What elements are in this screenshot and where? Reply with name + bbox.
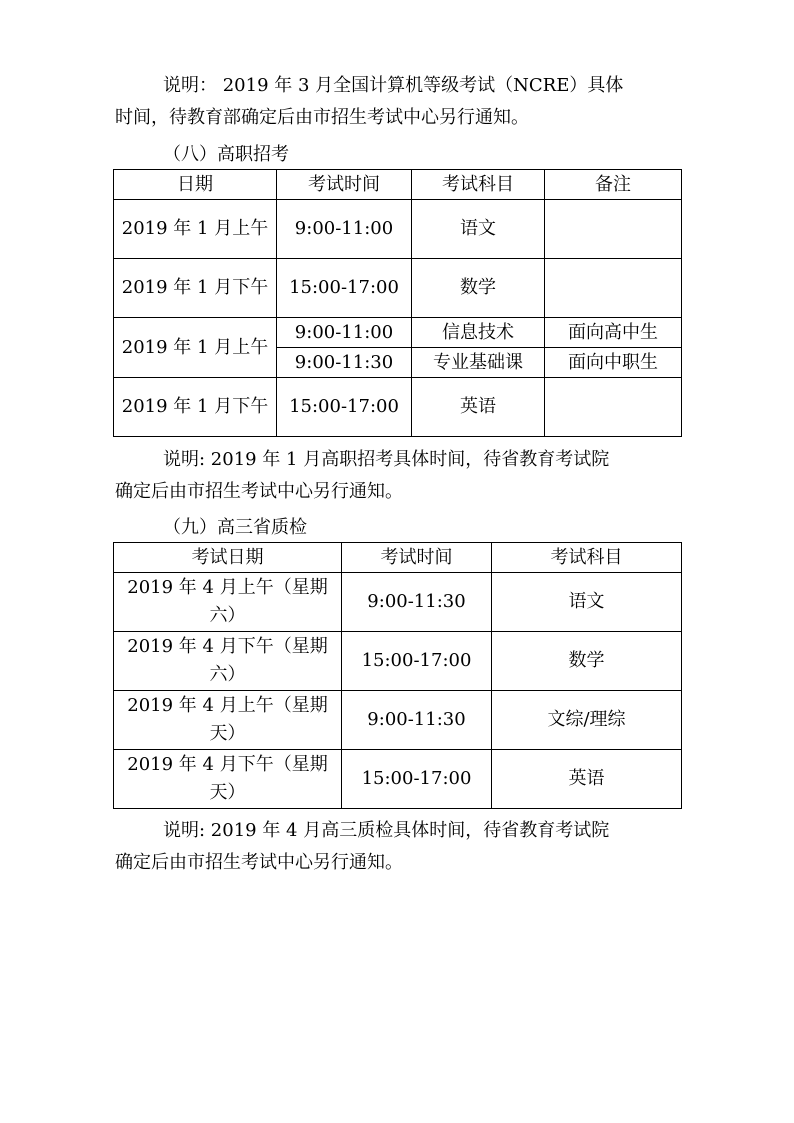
section-8-table — [113, 169, 682, 437]
cell-note — [545, 259, 682, 318]
cell-subject: 专业基础课 — [412, 348, 545, 378]
cell-date: 2019 年 1 月上午 — [114, 200, 277, 259]
cell-subject: 语文 — [412, 200, 545, 259]
cell-note: 面向高中生 — [545, 318, 682, 348]
section-9-note — [115, 815, 683, 879]
section-9-note-line-1: 说明: 2019 年 4 月高三质检具体时间，待省教育考试院 — [163, 820, 610, 841]
cell-subject: 数学 — [412, 259, 545, 318]
cell-time: 15:00-17:00 — [277, 259, 412, 318]
table-row — [114, 378, 682, 437]
section-8-note-line-2: 确定后由市招生考试中心另行通知。 — [115, 481, 403, 502]
table-header-row — [114, 170, 682, 200]
cell-time: 9:00-11:00 — [277, 200, 412, 259]
cell-date: 2019 年 4 月上午（星期六） — [114, 573, 342, 632]
section-8-note-line-1: 说明: 2019 年 1 月高职招考具体时间，待省教育考试院 — [163, 449, 610, 470]
table-row — [114, 318, 682, 348]
header-date: 考试日期 — [114, 543, 342, 573]
cell-note — [545, 378, 682, 437]
section-8-note — [115, 444, 683, 508]
table-row — [114, 691, 682, 750]
section-9-table — [113, 542, 682, 809]
cell-note — [545, 200, 682, 259]
table-row — [114, 632, 682, 691]
top-note-line-1: 说明： 2019 年 3 月全国计算机等级考试（NCRE）具体 — [163, 75, 624, 96]
cell-time: 9:00-11:30 — [342, 691, 492, 750]
top-note — [115, 70, 683, 134]
cell-time: 9:00-11:30 — [277, 348, 412, 378]
cell-subject: 英语 — [492, 750, 682, 809]
cell-date: 2019 年 1 月下午 — [114, 378, 277, 437]
cell-date: 2019 年 1 月下午 — [114, 259, 277, 318]
table-row — [114, 573, 682, 632]
header-time: 考试时间 — [342, 543, 492, 573]
cell-note: 面向中职生 — [545, 348, 682, 378]
cell-time: 9:00-11:00 — [277, 318, 412, 348]
table-row — [114, 259, 682, 318]
table-header-row — [114, 543, 682, 573]
cell-subject: 语文 — [492, 573, 682, 632]
cell-subject: 数学 — [492, 632, 682, 691]
cell-time: 15:00-17:00 — [342, 632, 492, 691]
top-note-line-2: 时间，待教育部确定后由市招生考试中心另行通知。 — [115, 107, 529, 128]
section-9-note-line-2: 确定后由市招生考试中心另行通知。 — [115, 852, 403, 873]
cell-time: 15:00-17:00 — [342, 750, 492, 809]
cell-date: 2019 年 4 月上午（星期天） — [114, 691, 342, 750]
cell-date: 2019 年 4 月下午（星期六） — [114, 632, 342, 691]
cell-subject: 文综/理综 — [492, 691, 682, 750]
table-row — [114, 750, 682, 809]
header-date: 日期 — [114, 170, 277, 200]
cell-date: 2019 年 4 月下午（星期天） — [114, 750, 342, 809]
table-row — [114, 200, 682, 259]
header-subject: 考试科目 — [492, 543, 682, 573]
cell-date: 2019 年 1 月上午 — [114, 318, 277, 378]
cell-time: 9:00-11:30 — [342, 573, 492, 632]
section-9-heading: （九）高三省质检 — [163, 517, 307, 538]
cell-subject: 英语 — [412, 378, 545, 437]
header-subject: 考试科目 — [412, 170, 545, 200]
header-note: 备注 — [545, 170, 682, 200]
cell-time: 15:00-17:00 — [277, 378, 412, 437]
cell-subject: 信息技术 — [412, 318, 545, 348]
header-time: 考试时间 — [277, 170, 412, 200]
section-8-heading: （八）高职招考 — [163, 144, 289, 165]
